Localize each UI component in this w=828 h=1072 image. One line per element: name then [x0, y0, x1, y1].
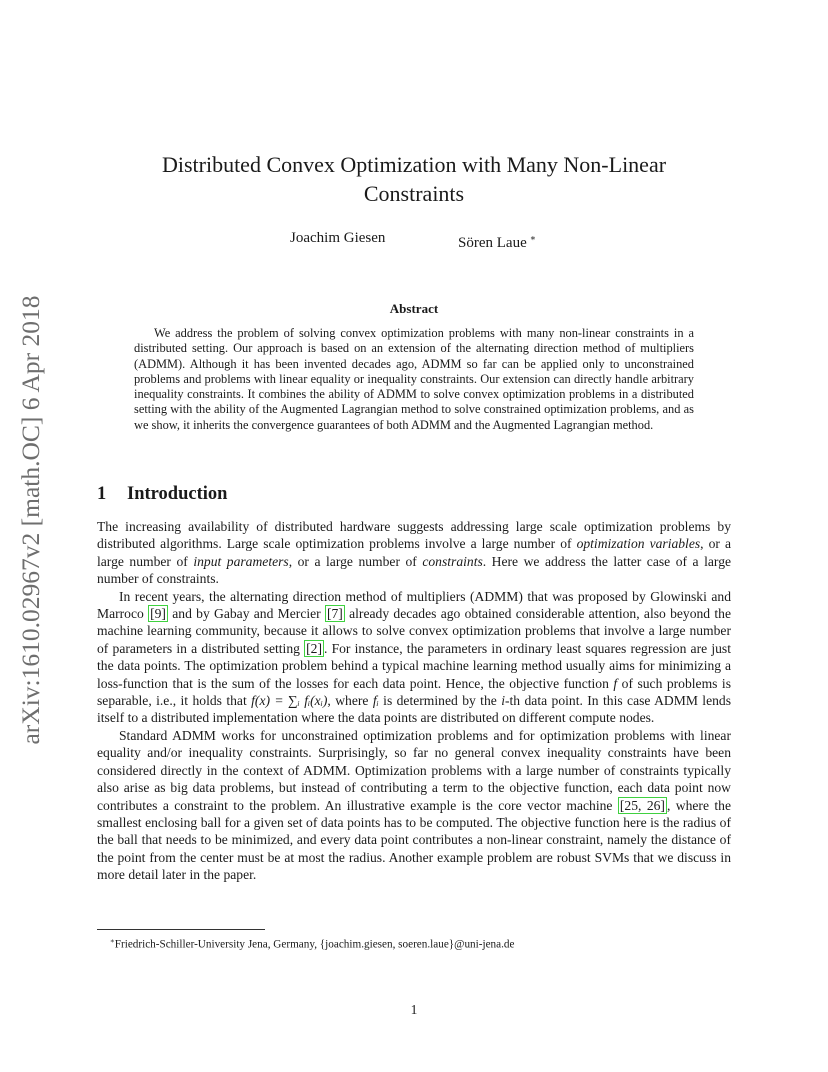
paragraph-1: [97, 518, 731, 588]
text-span: In recent years, the alternating direction method of multipliers (ADMM) that was proposed by Glowinski and Marroco: [97, 588, 731, 622]
text-span: , where the smallest enclosing ball for a given set of data points has to be computed. The objective function here is the radius of the ball that needs to be minimized, and every data point contributes a non-linear constraint, namely the distance of the point from the center must be at most the radius. Another example problem are robust SVMs that we discuss in more detail later in the paper.: [97, 797, 732, 883]
citation-link[interactable]: [7]: [326, 606, 343, 622]
text-span: . Here we address the latter case of a large number of constraints.: [97, 553, 732, 587]
footnote-text: Friedrich-Schiller-University Jena, Germany, {joachim.giesen, soeren.laue}@uni-jena.de: [114, 938, 515, 951]
text-span: , or a large number of: [288, 553, 423, 569]
emphasis: optimization variables: [576, 536, 701, 552]
abstract-text: We address the problem of solving convex optimization problems with many non-linear constraints in a distributed setting. Our approach is based on an extension of the alternating direction method of multipliers (ADMM). Although it has been invented decades ago, ADMM so far can be applied only to unconstrained problems and problems with linear equality or inequality constraints. Our extension can directly handle arbitrary inequality constraints. It combines the ability of ADMM to solve convex optimization problems in a distributed setting with the ability of the Augmented Lagrangian method to solve constrained optimization problems, and as we show, it inherits the convergence guarantees of both ADMM and the Augmented Lagrangian method.: [134, 326, 694, 432]
text-span: . For instance, the parameters in ordinary least squares regression are just the data points. The optimization problem behind a typical machine learning method usually aims for minimizing a loss-function that is the sum of the losses for each data point. Hence, the objective function: [97, 640, 731, 691]
text-span: , where: [327, 693, 373, 709]
footnote-mark: ∗: [110, 937, 115, 945]
arxiv-identifier: arXiv:1610.02967v2 [math.OC] 6 Apr 2018: [16, 295, 45, 745]
text-span: , or a large number of: [97, 536, 731, 569]
text-span: already decades ago obtained considerable attention, also beyond the machine learning community, because it allows to solve convex optimization problems that involve a large number of parameters in a distributed setting: [97, 606, 731, 656]
body-text: [97, 518, 731, 884]
citation-link[interactable]: [9]: [150, 606, 166, 622]
text-span: is determined by the: [378, 693, 502, 709]
emphasis: constraints: [422, 553, 483, 569]
footnote-rule: [97, 929, 265, 930]
math-inline: fᵢ: [372, 693, 379, 709]
paper-title: [100, 150, 728, 208]
section-number: 1: [97, 484, 107, 504]
page-number: 1: [410, 1002, 418, 1017]
text-span: of such problems is separable, i.e., it holds that: [97, 675, 731, 709]
math-inline: f(x) = ∑ᵢ fᵢ(xᵢ): [251, 693, 328, 709]
title-line-1: Distributed Convex Optimization with Many Non-Linear: [161, 152, 667, 177]
section-heading: [97, 482, 227, 506]
math-inline: i: [501, 693, 505, 709]
text-span: The increasing availability of distributed hardware suggests addressing large scale optimization problems by distributed algorithms. Large scale optimization problems involve a large number of: [97, 519, 731, 552]
footnote: [110, 934, 514, 952]
text-span: Standard ADMM works for unconstrained optimization problems and for optimization problems with linear equality and/or inequality constraints. Surprisingly, so far no general convex inequality constraints have been considered directly in the context of ADMM. Optimization problems with a large number of constraints typically also arise as big data problems, but instead of contributing a term to the objective function, each data point now contributes a constraint to the problem. An illustrative example is the core vector machine: [97, 727, 731, 813]
author-name: Joachim Giesen: [290, 230, 386, 246]
footnote-mark[interactable]: ∗: [529, 233, 536, 243]
section-title: Introduction: [127, 484, 228, 504]
title-line-2: Constraints: [363, 181, 465, 206]
paragraph-2: [97, 588, 731, 727]
citation-link[interactable]: [2]: [306, 640, 322, 656]
author-1: [290, 229, 385, 247]
text-span: -th data point. In this case ADMM lends itself to a distributed implementation where the data points are distributed on different compute nodes.: [97, 693, 731, 726]
text-span: and by Gabay and Mercier: [167, 606, 325, 622]
emphasis: input parameters: [193, 553, 289, 569]
abstract-heading: Abstract: [389, 301, 439, 316]
citation-link[interactable]: [25, 26]: [619, 797, 665, 813]
author-name: Sören Laue: [458, 235, 527, 251]
math-inline: f: [613, 675, 618, 691]
paragraph-3: [97, 727, 731, 884]
author-2: [458, 229, 536, 252]
